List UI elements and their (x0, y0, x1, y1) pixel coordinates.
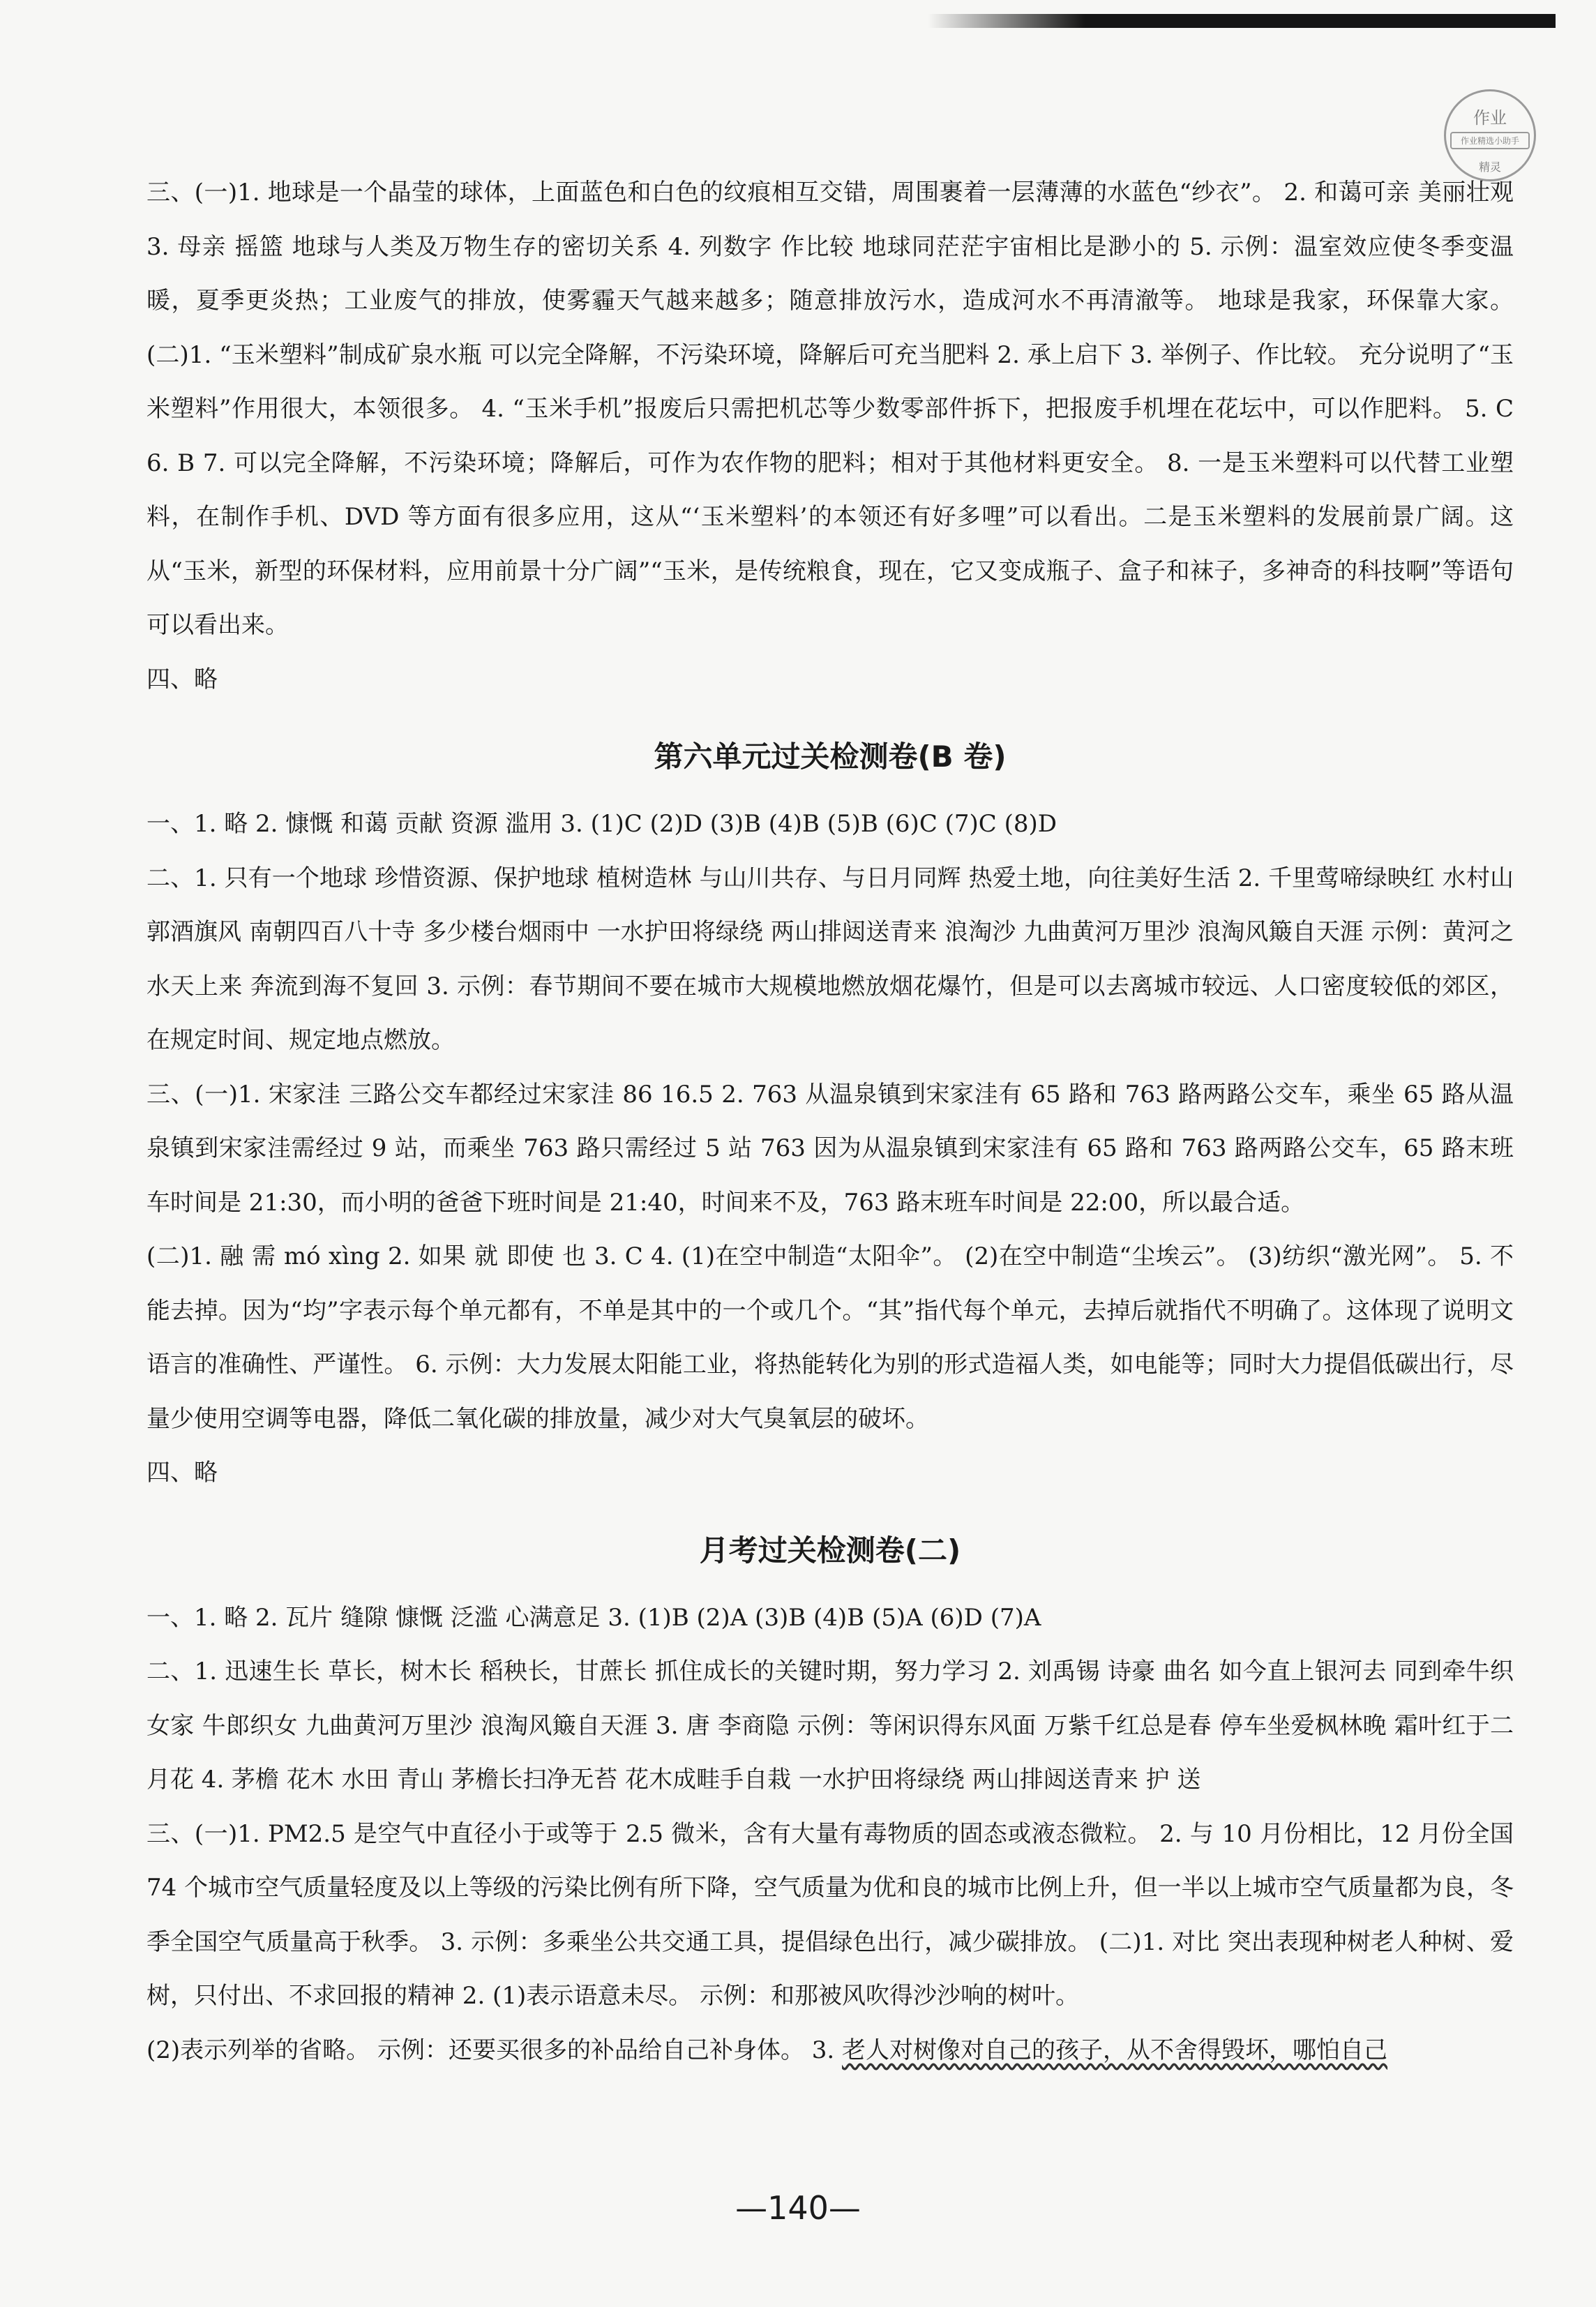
section-a-part-four: 四、略 (146, 665, 218, 693)
section-c-part-two: 二、1. 迅速生长 草长，树木长 稻秧长，甘蔗长 抓住成长的关键时期，努力学习 2. 刘禹锡 诗豪 曲名 如今直上银河去 同到牵牛织女家 牛郎织女 九曲黄河万里沙 浪淘风簸自天涯 3. 唐 李商隐 示例：等闲识得东风面 万紫千红总是春 停车坐爱枫林晚 霜叶红于二月花 4. 茅檐 花木 水田 青山 茅檐长扫净无苔 花木成畦手自栽 一水护田将绿绕 两山排闼送青来 护 送 (146, 1658, 1514, 1794)
section-b-part-three-b: (二)1. 融 需 mó xìng 2. 如果 就 即使 也 3. C 4. (1)在空中制造“太阳伞”。 (2)在空中制造“尘埃云”。 (3)纺织“激光网”。 5. 不能去掉。因为“均”字表示每个单元都有，不单是其中的一个或几个。“其”指代每个单元，去掉后就指代不明确了。这体现了说明文语言的准确性、严谨性。 6. 示例：大力发展太阳能工业，将热能转化为别的形式造福人类，如电能等；同时大力提倡低碳出行，尽量少使用空调等电器，降低二氧化碳的排放量，减少对大气臭氧层的破坏。 (146, 1242, 1514, 1433)
section-b-part-three-a: 三、(一)1. 宋家洼 三路公交车都经过宋家洼 86 16.5 2. 763 从温泉镇到宋家洼有 65 路和 763 路两路公交车，乘坐 65 路从温泉镇到宋家洼需经过 9 站，而乘坐 763 路只需经过 5 站 763 因为从温泉镇到宋家洼有 65 路和 763 路两路公交车，65 路末班车时间是 21:30，而小明的爸爸下班时间是 21:40，时间来不及，763 路末班车时间是 22:00，所以最合适。 (146, 1080, 1514, 1217)
section-b-part-four: 四、略 (146, 1459, 218, 1487)
stamp-line-2: 作业精选小助手 (1450, 132, 1530, 149)
stamp-line-3: 精灵 (1478, 160, 1501, 174)
section-c-line-text: (2)表示列举的省略。 示例：还要买很多的补品给自己补身体。 3. (146, 2036, 843, 2064)
stamp-line-1: 作业 (1473, 108, 1507, 128)
section-c-part-three-cont (146, 2024, 1514, 2078)
section-b-title: 第六单元过关检测卷(B 卷) (654, 739, 1007, 774)
section-c-part-one: 一、1. 略 2. 瓦片 缝隙 慷慨 泛滥 心满意足 3. (1)B (2)A (3)B (4)B (5)A (6)D (7)A (146, 1603, 1041, 1632)
scan-edge-shadow (928, 14, 1556, 28)
section-c-part-three: 三、(一)1. PM2.5 是空气中直径小于或等于 2.5 微米，含有大量有毒物质的固态或液态微粒。 2. 与 10 月份相比，12 月份全国 74 个城市空气质量轻度及以上等级的污染比例有所下降，空气质量为优和良的城市比例上升，但一半以上城市空气质量都为良，冬季全国空气质量高于秋季。 3. 示例：多乘坐公共交通工具，提倡绿色出行，减少碳排放。 (二)1. 对比 突出表现种树老人种树、爱树，只付出、不求回报的精神 2. (1)表示语意未尽。 示例：和那被风吹得沙沙响的树叶。 (146, 1819, 1514, 2010)
section-b-part-one: 一、1. 略 2. 慷慨 和蔼 贡献 资源 滥用 3. (1)C (2)D (3)B (4)B (5)B (6)C (7)C (8)D (146, 810, 1057, 838)
section-b-part-two: 二、1. 只有一个地球 珍惜资源、保护地球 植树造林 与山川共存、与日月同辉 热爱土地，向往美好生活 2. 千里莺啼绿映红 水村山郭酒旗风 南朝四百八十寺 多少楼台烟雨中 一水护田将绿绕 两山排闼送青来 浪淘沙 九曲黄河万里沙 浪淘风簸自天涯 示例：黄河之水天上来 奔流到海不复回 3. 示例：春节期间不要在城市大规模地燃放烟花爆竹，但是可以去离城市较远、人口密度较低的郊区，在规定时间、规定地点燃放。 (146, 864, 1514, 1054)
page-number: —140— (735, 2189, 861, 2227)
section-c-title: 月考过关检测卷(二) (699, 1533, 961, 1568)
section-a-answers: 三、(一)1. 地球是一个晶莹的球体，上面蓝色和白色的纹痕相互交错，周围裹着一层薄薄的水蓝色“纱衣”。 2. 和蔼可亲 美丽壮观 3. 母亲 摇篮 地球与人类及万物生存的密切关系 4. 列数字 作比较 地球同茫茫宇宙相比是渺小的 5. 示例：温室效应使冬季变温暖，夏季更炎热；工业废气的排放，使雾霾天气越来越多；随意排放污水，造成河水不再清澈等。 地球是我家，环保靠大家。 (二)1. “玉米塑料”制成矿泉水瓶 可以完全降解，不污染环境，降解后可充当肥料 2. 承上启下 3. 举例子、作比较。 充分说明了“玉米塑料”作用很大，本领很多。 4. “玉米手机”报废后只需把机芯等少数零部件拆下，把报废手机埋在花坛中，可以作肥料。 5. C 6. B 7. 可以完全降解，不污染环境；降解后，可作为农作物的肥料；相对于其他材料更安全。 8. 一是玉米塑料可以代替工业塑料，在制作手机、DVD 等方面有很多应用，这从“‘玉米塑料’的本领还有好多哩”可以看出。二是玉米塑料的发展前景广阔。这从“玉米，新型的环保材料，应用前景十分广阔”“玉米，是传统粮食，现在，它又变成瓶子、盒子和袜子，多神奇的科技啊”等语句可以看出来。 (146, 179, 1514, 639)
answer-page (146, 166, 1514, 2077)
wavy-underlined-text: 老人对树像对自己的孩子，从不舍得毁坏，哪怕自己 (842, 2036, 1388, 2064)
